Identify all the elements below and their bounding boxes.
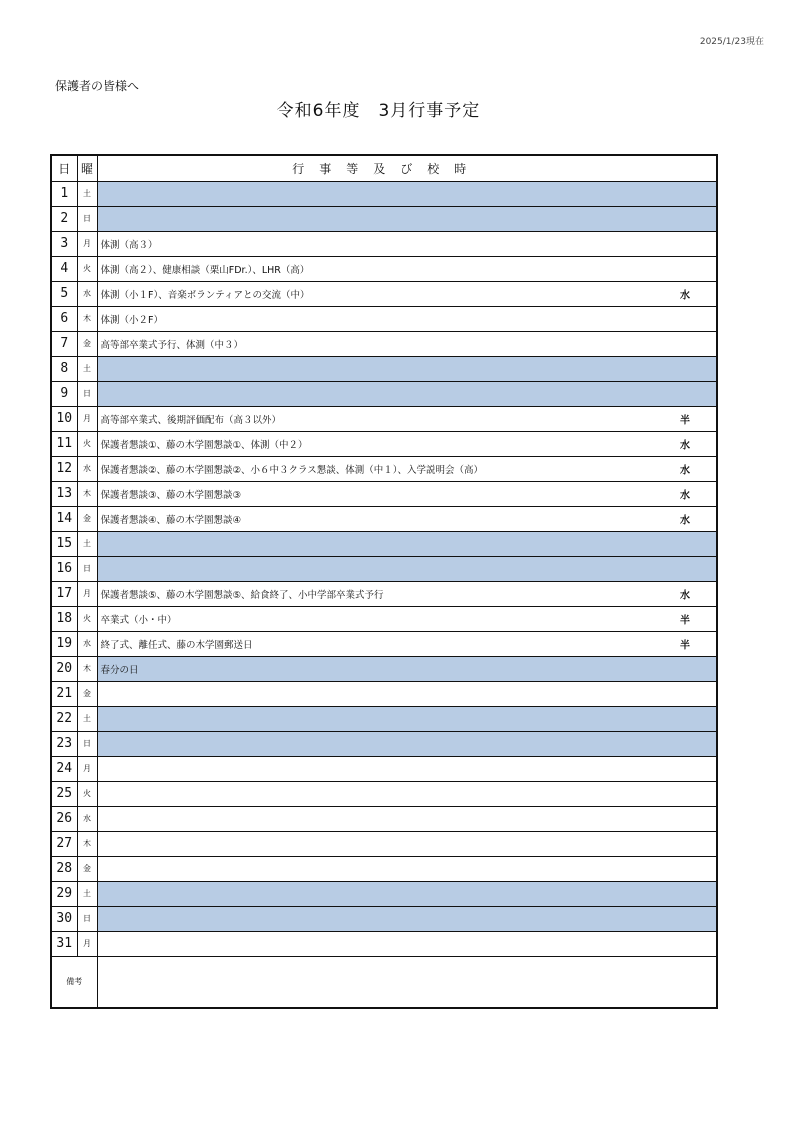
event-cell [97,281,717,306]
table-row [51,406,717,431]
table-header-row [51,155,717,181]
weekday: 土 [77,356,97,381]
table-row [51,431,717,456]
event-text: 体測（高２）、健康相談（栗山FDr.）、LHR（高） [100,264,310,276]
weekday: 火 [77,431,97,456]
day-number: 14 [51,506,77,531]
event-cell [97,756,717,781]
table-row [51,531,717,556]
table-row [51,906,717,931]
schedule-mark: 水 [680,465,690,476]
day-number: 28 [51,856,77,881]
weekday: 月 [77,581,97,606]
schedule-mark: 水 [680,515,690,526]
day-number: 11 [51,431,77,456]
event-cell [97,556,717,581]
day-number: 1 [51,181,77,206]
table-row [51,331,717,356]
event-text: 高等部卒業式、後期評価配布（高３以外） [100,414,282,426]
table-row [51,556,717,581]
schedule-table [50,154,718,1009]
weekday: 火 [77,256,97,281]
event-cell [97,331,717,356]
event-cell [97,606,717,631]
event-text: 体測（小２F） [100,314,163,326]
event-cell [97,856,717,881]
event-cell [97,506,717,531]
event-cell [97,656,717,681]
day-number: 6 [51,306,77,331]
event-text: 体測（小１F）、音楽ボランティアとの交流（中） [100,289,310,301]
table-row [51,656,717,681]
weekday: 水 [77,456,97,481]
day-number: 10 [51,406,77,431]
table-row [51,231,717,256]
as-of-date: 2025/1/23現在 [699,37,764,47]
day-number: 8 [51,356,77,381]
event-cell [97,456,717,481]
table-row [51,306,717,331]
table-row [51,781,717,806]
weekday: 水 [77,806,97,831]
day-number: 22 [51,706,77,731]
day-number: 2 [51,206,77,231]
weekday: 土 [77,706,97,731]
greeting-text: 保護者の皆様へ [55,79,140,93]
notes-label: 備考 [51,956,97,1008]
event-cell [97,631,717,656]
weekday: 水 [77,631,97,656]
weekday: 月 [77,756,97,781]
day-number: 18 [51,606,77,631]
weekday: 金 [77,331,97,356]
table-row [51,856,717,881]
header-events: 行事等及び校時 [97,155,717,181]
event-cell [97,731,717,756]
header-day: 日 [51,155,77,181]
event-text: 終了式、離任式、藤の木学園郵送日 [100,639,253,651]
day-number: 19 [51,631,77,656]
event-cell [97,806,717,831]
day-number: 15 [51,531,77,556]
day-number: 21 [51,681,77,706]
event-cell [97,231,717,256]
table-row [51,931,717,956]
event-cell [97,381,717,406]
weekday: 金 [77,681,97,706]
weekday: 火 [77,606,97,631]
event-cell [97,306,717,331]
table-row [51,606,717,631]
weekday: 木 [77,656,97,681]
event-cell [97,206,717,231]
day-number: 25 [51,781,77,806]
day-number: 13 [51,481,77,506]
event-cell [97,181,717,206]
weekday: 土 [77,531,97,556]
day-number: 7 [51,331,77,356]
weekday: 木 [77,306,97,331]
day-number: 29 [51,881,77,906]
event-cell [97,831,717,856]
weekday: 日 [77,381,97,406]
event-cell [97,681,717,706]
day-number: 26 [51,806,77,831]
event-cell [97,481,717,506]
event-cell [97,356,717,381]
event-text: 卒業式（小・中） [100,614,177,626]
table-row [51,381,717,406]
event-cell [97,406,717,431]
weekday: 金 [77,856,97,881]
weekday: 土 [77,181,97,206]
weekday: 月 [77,231,97,256]
event-cell [97,706,717,731]
table-row [51,756,717,781]
day-number: 30 [51,906,77,931]
day-number: 23 [51,731,77,756]
table-row [51,881,717,906]
event-cell [97,906,717,931]
weekday: 木 [77,481,97,506]
weekday: 水 [77,281,97,306]
day-number: 3 [51,231,77,256]
event-cell [97,581,717,606]
table-row [51,831,717,856]
event-text: 保護者懇談④、藤の木学園懇談④ [100,514,242,526]
weekday: 日 [77,206,97,231]
weekday: 火 [77,781,97,806]
event-text: 保護者懇談②、藤の木学園懇談②、小６中３クラス懇談、体測（中１）、入学説明会（高） [100,464,483,476]
event-cell [97,531,717,556]
table-row [51,481,717,506]
day-number: 17 [51,581,77,606]
notes-row [51,956,717,1008]
header-weekday: 曜 [77,155,97,181]
event-cell [97,256,717,281]
schedule-mark: 水 [680,590,690,601]
event-cell [97,881,717,906]
weekday: 日 [77,731,97,756]
event-cell [97,431,717,456]
day-number: 24 [51,756,77,781]
day-number: 5 [51,281,77,306]
day-number: 16 [51,556,77,581]
event-cell [97,931,717,956]
schedule-mark: 半 [680,615,690,626]
schedule-mark: 半 [680,415,690,426]
table-row [51,206,717,231]
day-number: 9 [51,381,77,406]
day-number: 27 [51,831,77,856]
schedule-mark: 半 [680,640,690,651]
table-row [51,356,717,381]
table-row [51,181,717,206]
weekday: 金 [77,506,97,531]
page-title: 令和6年度 3月行事予定 [276,101,481,121]
weekday: 月 [77,406,97,431]
table-row [51,281,717,306]
notes-body [97,956,717,1008]
schedule-mark: 水 [680,440,690,451]
weekday: 月 [77,931,97,956]
event-text: 体測（高３） [100,239,158,251]
event-text: 高等部卒業式予行、体測（中３） [100,339,244,351]
schedule-body [51,181,717,956]
table-row [51,806,717,831]
table-row [51,681,717,706]
day-number: 12 [51,456,77,481]
weekday: 土 [77,881,97,906]
table-row [51,456,717,481]
table-row [51,631,717,656]
schedule-mark: 水 [680,490,690,501]
table-row [51,581,717,606]
day-number: 20 [51,656,77,681]
schedule-mark: 水 [680,290,690,301]
event-text: 保護者懇談⑤、藤の木学園懇談⑤、給食終了、小中学部卒業式予行 [100,589,384,601]
table-row [51,256,717,281]
weekday: 日 [77,906,97,931]
weekday: 日 [77,556,97,581]
table-row [51,706,717,731]
event-text: 春分の日 [100,664,139,676]
day-number: 31 [51,931,77,956]
table-row [51,506,717,531]
event-text: 保護者懇談①、藤の木学園懇談①、体測（中２） [100,439,308,451]
event-text: 保護者懇談③、藤の木学園懇談③ [100,489,242,501]
table-row [51,731,717,756]
event-cell [97,781,717,806]
day-number: 4 [51,256,77,281]
weekday: 木 [77,831,97,856]
